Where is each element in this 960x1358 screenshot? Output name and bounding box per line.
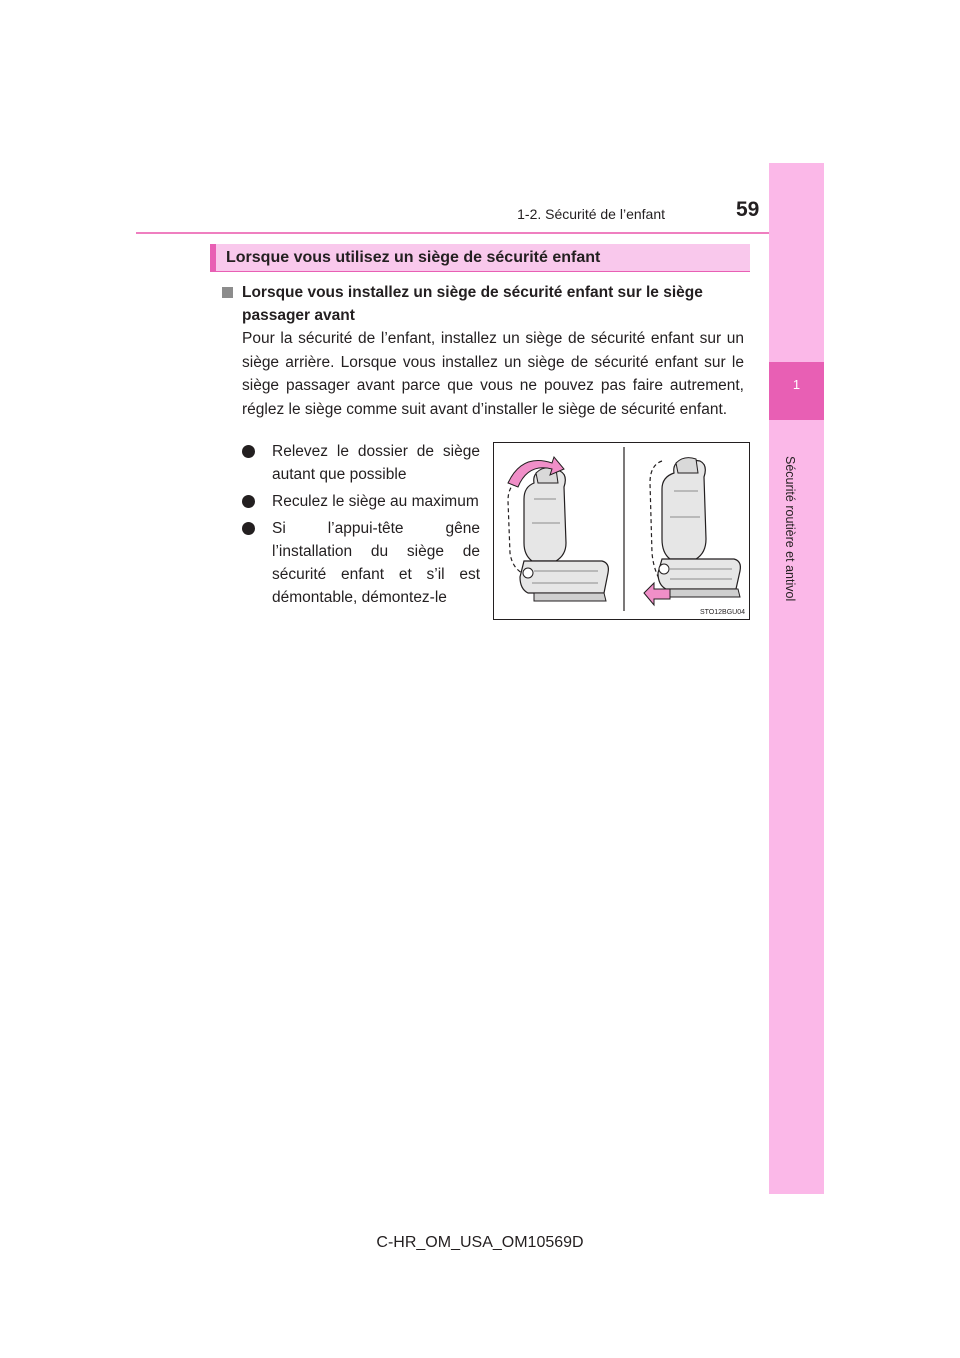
- list-item-text: Reculez le siège au maximum: [272, 493, 479, 510]
- recline-lever-icon: [523, 568, 533, 578]
- seat-illustration-svg: [494, 443, 749, 619]
- square-bullet-icon: [222, 287, 233, 298]
- section-title: Lorsque vous utilisez un siège de sécurité enfant: [226, 249, 601, 266]
- footer-doc-id: C-HR_OM_USA_OM10569D: [376, 1234, 584, 1251]
- seat-outline-dashed: [508, 483, 522, 573]
- figure-code: STO12BGU04: [699, 609, 745, 616]
- chapter-number-tab: 1: [769, 362, 824, 420]
- list-item-text: Relevez le dossier de siège autant que possible: [272, 443, 480, 483]
- recline-lever-icon: [659, 564, 669, 574]
- seat-cushion: [520, 561, 608, 593]
- seat-base: [534, 593, 606, 601]
- subsection-heading: [222, 281, 750, 327]
- bullet-dot-icon: [242, 495, 255, 508]
- list-item-text: Si l’appui-tête gêne l’installation du siège de sécurité enfant et s’il est démontable, démontez-le: [272, 520, 480, 606]
- chapter-title-vertical: Sécurité routière et antivol: [783, 456, 797, 602]
- chapter-side-tab: [769, 163, 824, 1194]
- section-title-underline: [216, 271, 750, 272]
- body-paragraph: Pour la sécurité de l’enfant, installez un siège de sécurité enfant sur un siège arrière. Lorsque vous installez un siège de sécurité enfant sur le siège passager avant parce que vous ne pouvez pas faire autrement, réglez le siège comme suit avant d’installer le siège de sécurité enfant.: [242, 330, 744, 418]
- list-item: [242, 517, 480, 609]
- list-item: [242, 490, 480, 513]
- seat-base: [670, 589, 740, 597]
- seat-headrest: [676, 458, 698, 473]
- subsection-heading-text: Lorsque vous installez un siège de sécurité enfant sur le siège passager avant: [242, 284, 703, 324]
- seat-backrest: [662, 459, 706, 559]
- header-divider: [136, 232, 824, 234]
- seat-cushion: [658, 559, 740, 589]
- seat-adjustment-illustration: [493, 442, 750, 620]
- list-item: [242, 440, 480, 486]
- section-title-bar: [210, 244, 750, 272]
- bullet-dot-icon: [242, 445, 255, 458]
- bullet-dot-icon: [242, 522, 255, 535]
- page-number: 59: [736, 198, 760, 221]
- instruction-list: [242, 440, 480, 613]
- running-header-section: 1-2. Sécurité de l’enfant: [517, 206, 665, 222]
